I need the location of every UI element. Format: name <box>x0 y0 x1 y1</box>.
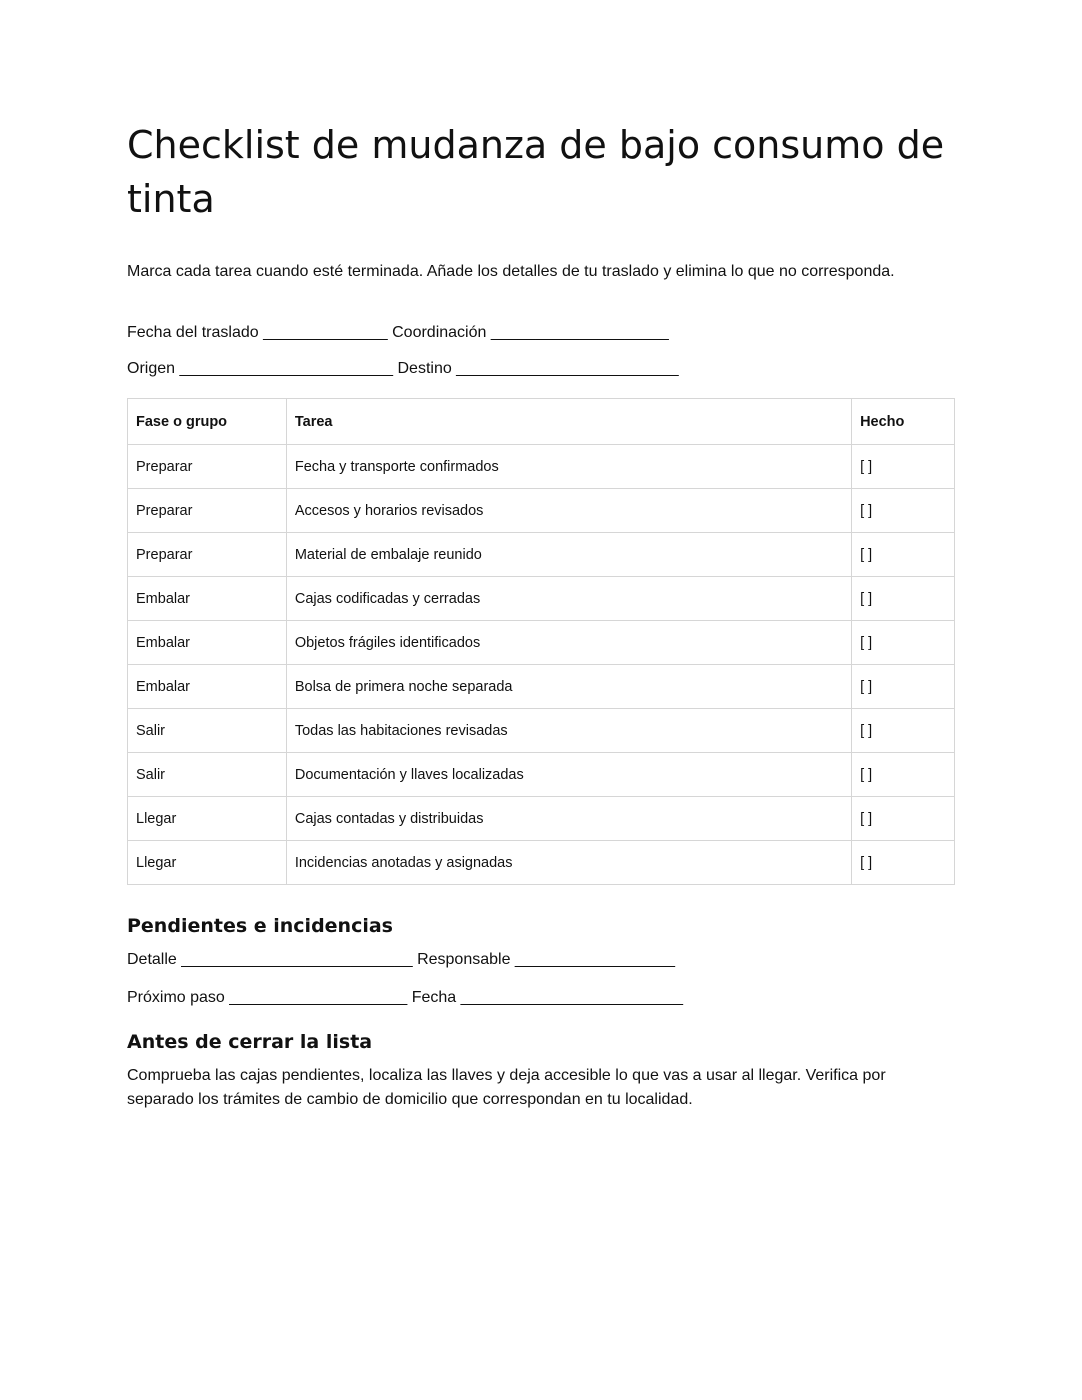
table-row <box>128 621 955 665</box>
next-step-field: Próximo paso ____________________ <box>127 989 408 1006</box>
row-phase: Llegar <box>128 797 287 841</box>
row-task: Todas las habitaciones revisadas <box>286 709 851 753</box>
page-title: Checklist de mudanza de bajo consumo de tinta <box>127 123 945 221</box>
table-row <box>128 445 955 489</box>
table-row <box>128 797 955 841</box>
header-done: Hecho <box>852 399 955 445</box>
row-task: Objetos frágiles identificados <box>286 621 851 665</box>
checklist-table <box>127 398 955 885</box>
row-task: Fecha y transporte confirmados <box>286 445 851 489</box>
move-date-field: Fecha del traslado ______________ <box>127 324 388 341</box>
row-done-checkbox: [ ] <box>852 445 955 489</box>
row-task: Accesos y horarios revisados <box>286 489 851 533</box>
header-phase: Fase o grupo <box>128 399 287 445</box>
row-task: Bolsa de primera noche separada <box>286 665 851 709</box>
table-row <box>128 709 955 753</box>
responsible-field: Responsable __________________ <box>417 951 676 968</box>
table-row <box>128 841 955 885</box>
row-task: Cajas contadas y distribuidas <box>286 797 851 841</box>
row-phase: Salir <box>128 753 287 797</box>
row-phase: Preparar <box>128 445 287 489</box>
table-header-row <box>128 399 955 445</box>
row-phase: Embalar <box>128 621 287 665</box>
destination-field: Destino _________________________ <box>397 360 679 377</box>
intro-text: Marca cada tarea cuando esté terminada. Añade los detalles de tu traslado y elimina lo que no corresponda. <box>127 263 895 280</box>
row-task: Documentación y llaves localizadas <box>286 753 851 797</box>
table-row <box>128 533 955 577</box>
row-task: Material de embalaje reunido <box>286 533 851 577</box>
header-task: Tarea <box>286 399 851 445</box>
row-done-checkbox: [ ] <box>852 753 955 797</box>
table-row <box>128 665 955 709</box>
table-row <box>128 489 955 533</box>
date-field: Fecha _________________________ <box>411 989 684 1006</box>
next-step-date-line <box>127 987 683 1009</box>
coordination-field: Coordinación ____________________ <box>392 324 669 341</box>
row-task: Incidencias anotadas y asignadas <box>286 841 851 885</box>
row-done-checkbox: [ ] <box>852 709 955 753</box>
row-phase: Preparar <box>128 533 287 577</box>
row-phase: Llegar <box>128 841 287 885</box>
origin-destination-line <box>127 358 679 380</box>
row-done-checkbox: [ ] <box>852 533 955 577</box>
before-closing-text: Comprueba las cajas pendientes, localiza las llaves y deja accesible lo que vas a usar al llegar. Verifica por separado los trámites de cambio de domicilio que correspondan en tu localidad. <box>127 1067 886 1108</box>
row-done-checkbox: [ ] <box>852 489 955 533</box>
table-row <box>128 577 955 621</box>
row-phase: Preparar <box>128 489 287 533</box>
detail-field: Detalle __________________________ <box>127 951 413 968</box>
row-done-checkbox: [ ] <box>852 665 955 709</box>
table-row <box>128 753 955 797</box>
origin-field: Origen ________________________ <box>127 360 394 377</box>
before-closing-heading: Antes de cerrar la lista <box>127 1031 373 1053</box>
row-done-checkbox: [ ] <box>852 797 955 841</box>
detail-responsible-line <box>127 949 675 971</box>
pending-issues-heading: Pendientes e incidencias <box>127 915 393 937</box>
row-done-checkbox: [ ] <box>852 841 955 885</box>
row-phase: Salir <box>128 709 287 753</box>
row-phase: Embalar <box>128 577 287 621</box>
row-phase: Embalar <box>128 665 287 709</box>
row-task: Cajas codificadas y cerradas <box>286 577 851 621</box>
move-date-coordination-line <box>127 322 669 344</box>
row-done-checkbox: [ ] <box>852 577 955 621</box>
row-done-checkbox: [ ] <box>852 621 955 665</box>
